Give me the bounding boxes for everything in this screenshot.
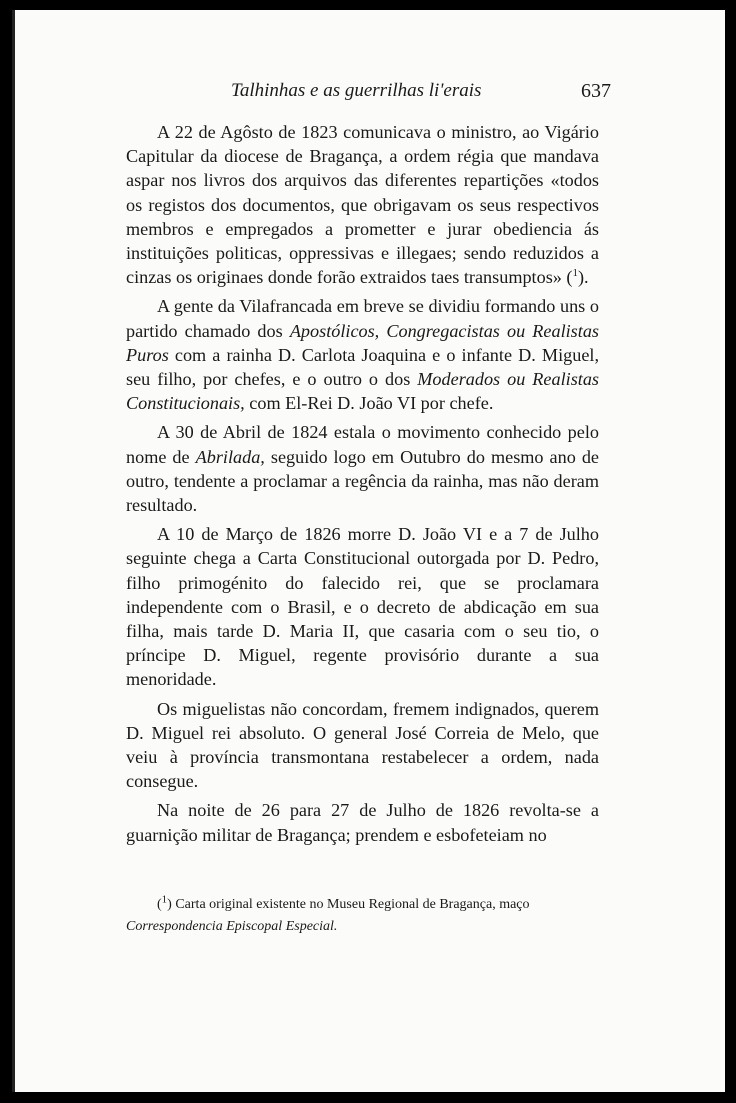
italic-text: Abrilada, xyxy=(195,446,265,467)
paragraph xyxy=(126,522,599,691)
paragraph xyxy=(126,294,599,415)
paragraph-text: seguido logo em Outubro do mesmo ano de outro, tendente a proclamar a regência da rainha, mas não deram resultado. xyxy=(126,446,599,516)
footnote-italic-text: Correspondencia Episcopal Especial. xyxy=(126,919,338,934)
paragraph-text: Os miguelistas não concordam, fremem indignados, querem D. Miguel rei absoluto. O general José Correia de Melo, que veiu à província transmontana restabelecer a ordem, nada consegue. xyxy=(126,698,599,792)
paragraph-text: ). xyxy=(577,267,589,288)
page-number: 637 xyxy=(581,80,611,102)
footnote-marker: 1 xyxy=(161,893,168,906)
italic-text: Apostólicos, Congregacistas ou Realistas Puros xyxy=(126,320,599,365)
paragraph-text: A 30 de Abril de 1824 estala o movimento conhecido pelo nome de xyxy=(126,422,599,467)
paragraph xyxy=(126,697,599,794)
page-header xyxy=(231,80,611,106)
body-text xyxy=(126,120,599,852)
italic-text: Moderados ou Realistas Constitucionais, xyxy=(126,369,599,414)
paragraph-text: A 22 de Agôsto de 1823 comunicava o ministro, ao Vigário Capitular da diocese de Bragança, a ordem régia que mandava aspar nos livros dos arquivos das diferentes repartições «todos os registos dos documentos, que obrigavam os seus respectivos membros e empregados a prometter e jurar obediencia ás instituições politicas, oppressivas e illegaes; sendo reduzidos a cinzas os originaes donde forão extraidos taes transumptos» ( xyxy=(126,122,599,288)
paragraph-text: com El-Rei D. João VI por chefe. xyxy=(244,393,494,414)
paragraph-text: A 10 de Março de 1826 morre D. João VI e a 7 de Julho seguinte chega a Carta Constitucional outorgada por D. Pedro, filho primogénito do falecido rei, que se proclamara independente com o Brasil, e o decreto de abdicação em sua filha, mais tarde D. Maria II, que casaria com o seu tio, o príncipe D. Miguel, regente provisório durante a sua menoridade. xyxy=(126,524,599,690)
footnote-reference: 1 xyxy=(572,267,578,280)
running-title: Talhinhas e as guerrilhas li'erais xyxy=(231,80,482,101)
paragraph-text: com a rainha D. Carlota Joaquina e o infante D. Miguel, seu filho, por chefes, e o outro o dos xyxy=(126,344,599,390)
paragraph-text: A gente da Vilafrancada em breve se dividiu formando uns o partido chamado dos xyxy=(126,296,599,341)
paragraph-text: Na noite de 26 para 27 de Julho de 1826 revolta-se a guarnição militar de Bragança; prendem e esbofeteiam no xyxy=(126,800,599,845)
book-page xyxy=(12,10,725,1092)
paragraph xyxy=(126,120,599,289)
footnote: ($^1$) Carta original existente no Museu Regional de Bragança, maço Correspondencia Episcopal Especial. xyxy=(126,893,530,934)
footnote-text: Carta original existente no Museu Regional de Bragança, maço xyxy=(171,897,530,912)
paragraph xyxy=(126,798,599,846)
paragraph xyxy=(126,420,599,517)
